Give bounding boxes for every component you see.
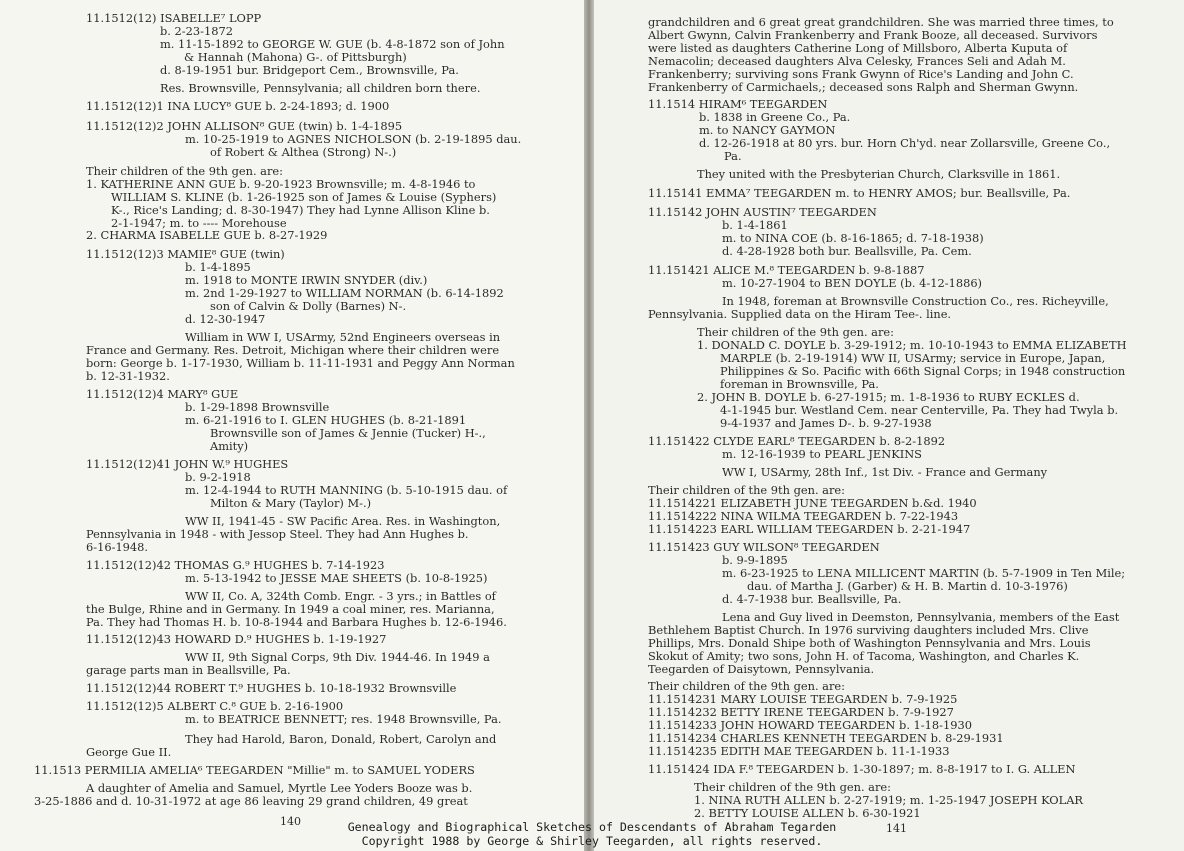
text-line: m. 10-25-1919 to AGNES NICHOLSON (b. 2-19-1895 dau. (185, 132, 522, 146)
text-line: m. to NINA COE (b. 8-16-1865; d. 7-18-1938) (722, 231, 984, 245)
text-line: m. 12-16-1939 to PEARL JENKINS (722, 447, 922, 461)
text-line: b. 1-4-1895 (185, 260, 251, 274)
text-line: 11.1514223 EARL WILLIAM TEEGARDEN b. 2-21-1947 (648, 522, 971, 536)
text-line: 9-4-1937 and James D-. b. 9-27-1938 (720, 416, 932, 430)
text-line: Their children of the 9th gen. are: (648, 679, 845, 693)
text-line: France and Germany. Res. Detroit, Michigan where their children were (86, 343, 500, 357)
text-line: K-., Rice's Landing; d. 8-30-1947) They had Lynne Allison Kline b. (111, 203, 490, 217)
text-line: Their children of the 9th gen. are: (86, 164, 283, 178)
text-line: m. 12-4-1944 to RUTH MANNING (b. 5-10-1915 dau. of (185, 483, 508, 497)
text-line: Pennsylvania in 1948 - with Jessop Steel. They had Ann Hughes b. (86, 527, 469, 541)
text-line: A daughter of Amelia and Samuel, Myrtle Lee Yoders Booze was b. (86, 781, 473, 795)
book-gutter (584, 0, 594, 851)
text-line: 11.1512(12)41 JOHN W.⁹ HUGHES (86, 457, 289, 471)
left-page (0, 0, 584, 851)
text-line: m. 5-13-1942 to JESSE MAE SHEETS (b. 10-8-1925) (185, 571, 488, 585)
text-line: garage parts man in Beallsville, Pa. (86, 663, 291, 677)
text-line: Philippines & So. Pacific with 66th Signal Corps; in 1948 construction (720, 364, 1126, 378)
text-line: 1. DONALD C. DOYLE b. 3-29-1912; m. 10-10-1943 to EMMA ELIZABETH (697, 338, 1127, 352)
text-line: 11.1512(12)42 THOMAS G.⁹ HUGHES b. 7-14-1923 (86, 558, 385, 572)
text-line: were listed as daughters Catherine Long of Millsboro, Alberta Kuputa of (648, 41, 1068, 55)
text-line: They had Harold, Baron, Donald, Robert, Carolyn and (185, 732, 497, 746)
footer-copyright: Copyright 1988 by George & Shirley Teegarden, all rights reserved. (361, 834, 823, 848)
text-line: Skokut of Amity; two sons, John H. of Tacoma, Washington, and Charles K. (648, 649, 1080, 663)
text-line: m. 10-27-1904 to BEN DOYLE (b. 4-12-1886) (722, 276, 983, 290)
text-line: 11.1512(12)44 ROBERT T.⁹ HUGHES b. 10-18-1932 Brownsville (86, 681, 457, 695)
text-line: 1. KATHERINE ANN GUE b. 9-20-1923 Brownsville; m. 4-8-1946 to (86, 177, 476, 191)
text-line: 11.1512(12)4 MARY⁸ GUE (86, 387, 239, 401)
text-line: son of Calvin & Dolly (Barnes) N-. (210, 299, 407, 313)
text-line: b. 12-31-1932. (86, 369, 170, 383)
text-line: m. 2nd 1-29-1927 to WILLIAM NORMAN (b. 6-14-1892 (185, 286, 504, 300)
text-line: Bethlehem Baptist Church. In 1976 surviving daughters included Mrs. Clive (648, 623, 1089, 637)
text-line: dau. of Martha J. (Garber) & H. B. Martin d. 10-3-1976) (747, 579, 1068, 593)
text-line: 11.1512(12)43 HOWARD D.⁹ HUGHES b. 1-19-1927 (86, 632, 387, 646)
right-page (594, 0, 1184, 851)
text-line: b. 1-4-1861 (722, 218, 788, 232)
text-line: 11.1514221 ELIZABETH JUNE TEEGARDEN b.&d. 1940 (648, 496, 977, 510)
text-line: 11.1514232 BETTY IRENE TEEGARDEN b. 7-9-1927 (648, 705, 954, 719)
text-line: Their children of the 9th gen. are: (697, 325, 894, 339)
text-line: In 1948, foreman at Brownsville Construction Co., res. Richeyville, (722, 294, 1109, 308)
text-line: d. 8-19-1951 bur. Bridgeport Cem., Brownsville, Pa. (160, 63, 459, 77)
text-line: m. to BEATRICE BENNETT; res. 1948 Brownsville, Pa. (185, 712, 502, 726)
text-line: born: George b. 1-17-1930, William b. 11-11-1931 and Peggy Ann Norman (86, 356, 515, 370)
text-line: grandchildren and 6 great great grandchildren. She was married three times, to (648, 15, 1114, 29)
text-line: b. 1-29-1898 Brownsville (185, 400, 330, 414)
text-line: 11.1514231 MARY LOUISE TEEGARDEN b. 7-9-1925 (648, 692, 958, 706)
text-line: Frankenberry of Carmichaels,; deceased sons Ralph and Sherman Gwynn. (648, 80, 1079, 94)
text-line: 11.15141 EMMA⁷ TEEGARDEN m. to HENRY AMOS; bur. Beallsville, Pa. (648, 186, 1071, 200)
text-line: m. to NANCY GAYMON (699, 123, 836, 137)
footer-title: Genealogy and Biographical Sketches of Descendants of Abraham Tegarden (347, 820, 837, 834)
text-line: Phillips, Mrs. Donald Shipe both of Washington Pennsylvania and Mrs. Louis (648, 636, 1091, 650)
text-line: the Bulge, Rhine and in Germany. In 1949 a coal miner, res. Marianna, (86, 602, 495, 616)
text-line: & Hannah (Mahona) G-. of Pittsburgh) (184, 50, 407, 64)
text-line: foreman in Brownsville, Pa. (720, 377, 879, 391)
text-line: Milton & Mary (Taylor) M-.) (210, 496, 372, 510)
text-line: m. 1918 to MONTE IRWIN SNYDER (div.) (185, 273, 428, 287)
text-line: 11.1512(12)5 ALBERT C.⁸ GUE b. 2-16-1900 (86, 699, 344, 713)
text-line: Their children of the 9th gen. are: (648, 483, 845, 497)
text-line: 1. NINA RUTH ALLEN b. 2-27-1919; m. 1-25-1947 JOSEPH KOLAR (694, 793, 1084, 807)
text-line: Pa. They had Thomas H. b. 10-8-1944 and Barbara Hughes b. 12-6-1946. (86, 615, 507, 629)
text-line: Teegarden of Daisytown, Pennsylvania. (648, 662, 875, 676)
text-line: 11.151423 GUY WILSON⁸ TEEGARDEN (648, 540, 880, 554)
text-line: Frankenberry; surviving sons Frank Gwynn of Rice's Landing and John C. (648, 67, 1074, 81)
text-line: WW I, USArmy, 28th Inf., 1st Div. - France and Germany (722, 465, 1048, 479)
text-line: Res. Brownsville, Pennsylvania; all children born there. (160, 81, 481, 95)
text-line: 2. BETTY LOUISE ALLEN b. 6-30-1921 (694, 806, 921, 820)
text-line: m. 6-23-1925 to LENA MILLICENT MARTIN (b. 5-7-1909 in Ten Mile; (722, 566, 1126, 580)
text-line: Pa. (724, 149, 742, 163)
text-line: 11.1512(12)1 INA LUCY⁸ GUE b. 2-24-1893; d. 1900 (86, 99, 390, 113)
text-line: 2. CHARMA ISABELLE GUE b. 8-27-1929 (86, 228, 328, 242)
text-line: Amity) (210, 439, 249, 453)
text-line: WILLIAM S. KLINE (b. 1-26-1925 son of James & Louise (Syphers) (111, 190, 497, 204)
text-line: 11.151421 ALICE M.⁸ TEEGARDEN b. 9-8-1887 (648, 263, 925, 277)
text-line: 6-16-1948. (86, 540, 149, 554)
text-line: MARPLE (b. 2-19-1914) WW II, USArmy; service in Europe, Japan, (720, 351, 1106, 365)
text-line: 11.151424 IDA F.⁸ TEEGARDEN b. 1-30-1897; m. 8-8-1917 to I. G. ALLEN (648, 762, 1076, 776)
text-line: 11.151422 CLYDE EARL⁸ TEEGARDEN b. 8-2-1892 (648, 434, 946, 448)
text-line: 3-25-1886 and d. 10-31-1972 at age 86 leaving 29 grand children, 49 great (34, 794, 468, 808)
text-line: Brownsville son of James & Jennie (Tucker) H-., (210, 426, 486, 440)
text-line: b. 9-2-1918 (185, 470, 251, 484)
text-line: 11.1514222 NINA WILMA TEEGARDEN b. 7-22-1943 (648, 509, 959, 523)
text-line: 11.1514234 CHARLES KENNETH TEEGARDEN b. 8-29-1931 (648, 731, 1004, 745)
text-line: b. 2-23-1872 (160, 24, 233, 38)
text-line: George Gue II. (86, 745, 172, 759)
page-number-left: 140 (280, 815, 301, 828)
text-line: 2. JOHN B. DOYLE b. 6-27-1915; m. 1-8-1936 to RUBY ECKLES d. (697, 390, 1080, 404)
text-line: Lena and Guy lived in Deemston, Pennsylvania, members of the East (722, 610, 1120, 624)
text-line: 11.15142 JOHN AUSTIN⁷ TEEGARDEN (648, 205, 877, 219)
text-line: 11.1512(12) ISABELLE⁷ LOPP (86, 11, 262, 25)
text-line: 11.1514 HIRAM⁶ TEEGARDEN (648, 97, 828, 111)
text-line: WW II, 9th Signal Corps, 9th Div. 1944-46. In 1949 a (185, 650, 490, 664)
text-line: 4-1-1945 bur. Westland Cem. near Centerville, Pa. They had Twyla b. (720, 403, 1119, 417)
text-line: WW II, Co. A, 324th Comb. Engr. - 3 yrs.; in Battles of (185, 589, 496, 603)
text-line: Pennsylvania. Supplied data on the Hiram Tee-. line. (648, 307, 952, 321)
text-line: Albert Gwynn, Calvin Frankenberry and Frank Booze, all deceased. Survivors (648, 28, 1098, 42)
text-line: 11.1513 PERMILIA AMELIA⁶ TEEGARDEN "Millie" m. to SAMUEL YODERS (34, 763, 475, 777)
text-line: b. 1838 in Greene Co., Pa. (699, 110, 851, 124)
text-line: WW II, 1941-45 - SW Pacific Area. Res. in Washington, (185, 514, 501, 528)
text-line: Their children of the 9th gen. are: (694, 780, 891, 794)
text-line: m. 6-21-1916 to I. GLEN HUGHES (b. 8-21-1891 (185, 413, 467, 427)
text-line: b. 9-9-1895 (722, 553, 788, 567)
text-line: They united with the Presbyterian Church, Clarksville in 1861. (697, 167, 1061, 181)
text-line: 11.1512(12)3 MAMIE⁸ GUE (twin) (86, 247, 285, 261)
text-line: 2-1-1947; m. to ---- Morehouse (111, 216, 287, 230)
text-line: 11.1512(12)2 JOHN ALLISON⁸ GUE (twin) b. 1-4-1895 (86, 119, 403, 133)
text-line: of Robert & Althea (Strong) N-.) (210, 145, 397, 159)
page-number-right: 141 (886, 822, 907, 835)
text-line: 11.1514233 JOHN HOWARD TEEGARDEN b. 1-18-1930 (648, 718, 972, 732)
text-line: d. 4-28-1928 both bur. Beallsville, Pa. Cem. (722, 244, 972, 258)
text-line: d. 4-7-1938 bur. Beallsville, Pa. (722, 592, 902, 606)
text-line: d. 12-30-1947 (185, 312, 266, 326)
text-line: d. 12-26-1918 at 80 yrs. bur. Horn Ch'yd. near Zollarsville, Greene Co., (699, 136, 1111, 150)
text-line: Nemacolin; deceased daughters Alva Celesky, Frances Seli and Adah M. (648, 54, 1066, 68)
text-line: 11.1514235 EDITH MAE TEEGARDEN b. 11-1-1933 (648, 744, 950, 758)
text-line: m. 11-15-1892 to GEORGE W. GUE (b. 4-8-1872 son of John (160, 37, 505, 51)
text-line: William in WW I, USArmy, 52nd Engineers overseas in (185, 330, 501, 344)
